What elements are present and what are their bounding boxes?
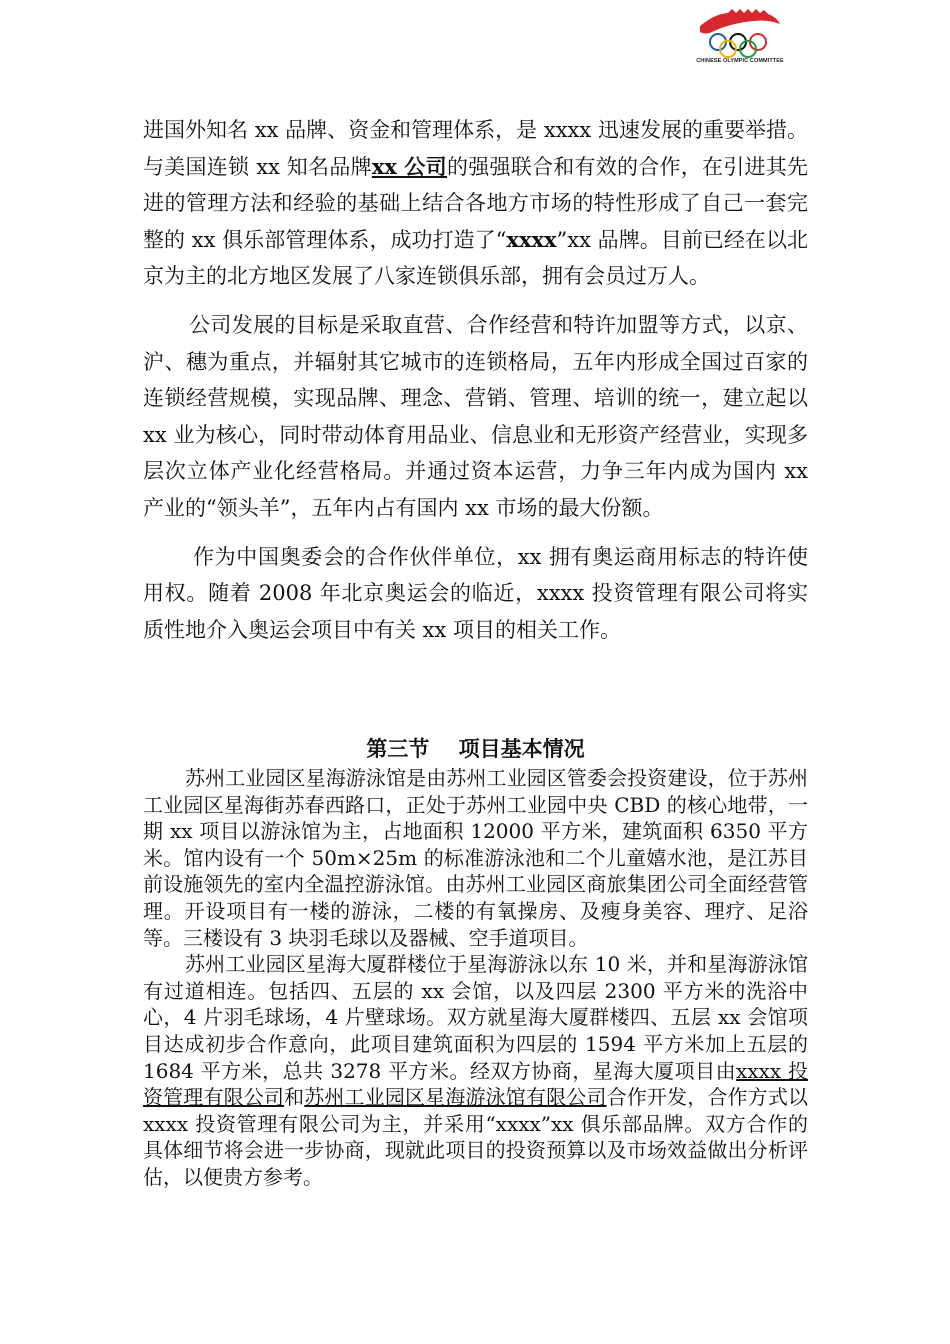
great-wall-icon (700, 9, 780, 34)
brand-name: xxxx (506, 226, 557, 252)
paragraph-2: 公司发展的目标是采取直营、合作经营和特许加盟等方式，以京、沪、穗为重点，并辐射其它城市的连锁格局，五年内形成全国过百家的连锁经营规模，实现品牌、理念、营销、管理、培训的统一，建立起以 xx 业为核心，同时带动体育用品业、信息业和无形资产经营业，实现多层次立体产业化经营格局。并通过资本运营，力争三年内成为国内 xx 产业的“领头羊”，五年内占有国内 xx 市场的最大份额。 (143, 312, 808, 520)
section-title: 第三节 项目基本情况 (366, 736, 585, 761)
paragraph-5: 苏州工业园区星海大厦群楼位于星海游泳以东 10 米，并和星海游泳馆有过道相连。包括四、五层的 xx 会馆，以及四层 2300 平方米的洗浴中心，4 片羽毛球场，4 片壁球场。双方就星海大厦群楼四、五层 xx 会馆项目达成初步合作意向，此项目建筑面积为四层的 1594 平方米加上五层的 1684 平方米，总共 3278 平方米。经双方协商，星海大厦项目由xxxx 投资管理有限公司和苏州工业园区星海游泳馆有限公司合作开发，合作方式以 xxxx 投资管理有限公司为主，并采用“xxxx”xx 俱乐部品牌。双方合作的具体细节将会进一步协商，现就此项目的投资预算以及市场效益做出分析评估，以便贵方参考。 (143, 952, 808, 1189)
company-2-name: 苏州工业园区星海游泳馆有限公司 (304, 1085, 607, 1110)
paragraph-4: 苏州工业园区星海游泳馆是由苏州工业园区管委会投资建设，位于苏州工业园区星海街苏春西路口，正处于苏州工业园中央 CBD 的核心地带，一期 xx 项目以游泳馆为主，占地面积 12000 平方米，建筑面积 6350 平方米。馆内设有一个 50m×25m 的标准游泳池和二个儿童嬉水池，是江苏目前设施领先的室内全温控游泳馆。由苏州工业园区商旅集团公司全面经营管理。开设项目有一楼的游泳，二楼的有氧操房、及瘦身美容、理疗、足浴等。三楼设有 3 块羽毛球以及器械、空手道项目。 (143, 766, 808, 950)
olympic-logo-icon (694, 4, 786, 58)
paragraph-3: 作为中国奥委会的合作伙伴单位，xx 拥有奥运商用标志的特许使用权。随着 2008 年北京奥运会的临近，xxxx 投资管理有限公司将实质性地介入奥运会项目中有关 xx 项目的相关工作。 (143, 544, 808, 642)
upper-text-block (143, 112, 808, 660)
company-1-name: xxxx 投资管理有限公司 (143, 1058, 808, 1110)
brand-company-link: xx 公司 (371, 153, 447, 179)
paragraph-1: 进国外知名 xx 品牌、资金和管理体系，是 xxxx 迅速发展的重要举措。与美国连锁 xx 知名品牌xx 公司的强强联合和有效的合作，在引进其先进的管理方法和经验的基础上结合各地方市场的特性形成了自己一套完整的 xx 俱乐部管理体系，成功打造了“xxxx”xx 品牌。目前已经在以北京为主的北方地区发展了八家连锁俱乐部，拥有会员过万人。 (143, 118, 809, 289)
chinese-olympic-committee-logo (694, 4, 786, 70)
lower-text-block (143, 765, 808, 1191)
logo-caption: CHINESE OLYMPIC COMMITTEE (696, 58, 784, 64)
